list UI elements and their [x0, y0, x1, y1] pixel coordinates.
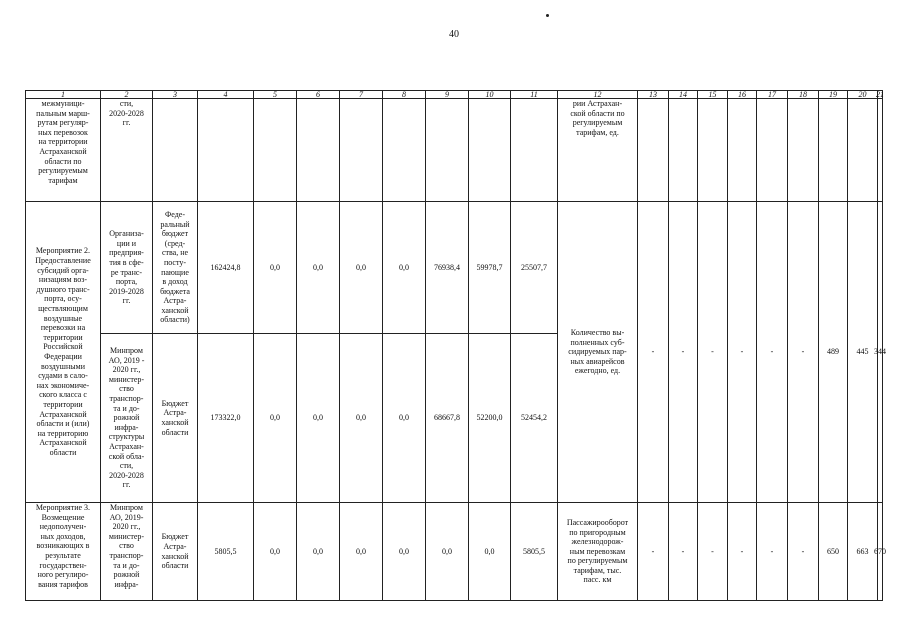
header-cell-15: 15	[697, 90, 728, 99]
header-cell-20: 20	[847, 90, 878, 99]
measure2-b-cell-4: 173322,0	[197, 333, 254, 503]
measure2-a-cell-9: 76938,4	[425, 201, 469, 334]
header-cell-2: 2	[100, 90, 153, 99]
header-cell-21: 21	[876, 89, 884, 99]
measure2-cell-16: -	[727, 201, 757, 503]
measure2-b-cell-6: 0,0	[296, 333, 340, 503]
measure2-cell-19: 489	[818, 201, 848, 503]
measure2-cell-20: 445	[847, 201, 878, 503]
measure2-a-cell-11: 25507,7	[510, 201, 558, 334]
row1-cell-2: сти, 2020-2028 гг.	[100, 98, 153, 202]
measure2-a-cell-8: 0,0	[382, 201, 426, 334]
measure3-cell-7: 0,0	[339, 502, 383, 601]
header-cell-6: 6	[296, 90, 340, 99]
header-cell-5: 5	[253, 90, 297, 99]
row1-cell-11	[510, 98, 558, 202]
row1-cell-4	[197, 98, 254, 202]
row1-cell-5	[253, 98, 297, 202]
measure2-cell-15: -	[697, 201, 728, 503]
row1-cell-3	[152, 98, 198, 202]
measure2-a-cell-10: 59978,7	[468, 201, 511, 334]
row1-cell-17	[756, 98, 788, 202]
row1-cell-13	[637, 98, 669, 202]
measure3-cell-17: -	[756, 502, 788, 601]
measure2-cell-17: -	[756, 201, 788, 503]
measure2-a-cell-6: 0,0	[296, 201, 340, 334]
measure3-cell-21: 670	[877, 502, 883, 601]
row1-cell-1: межмуници- пальным марш- рутам регуляр- ных перевозок на территории Астраханской области по регулируемым тарифам	[25, 98, 101, 202]
measure3-cell-6: 0,0	[296, 502, 340, 601]
measure2-a-cell-7: 0,0	[339, 201, 383, 334]
header-cell-3: 3	[152, 90, 198, 99]
header-cell-18: 18	[787, 90, 819, 99]
measure2-b-cell-5: 0,0	[253, 333, 297, 503]
row1-cell-14	[668, 98, 698, 202]
row1-cell-9	[425, 98, 469, 202]
row1-cell-19	[818, 98, 848, 202]
header-cell-12: 12	[557, 90, 638, 99]
row1-cell-8	[382, 98, 426, 202]
measure3-cell-19: 650	[818, 502, 848, 601]
measure3-cell-16: -	[727, 502, 757, 601]
row1-cell-16	[727, 98, 757, 202]
measure3-cell-20: 663	[847, 502, 878, 601]
header-cell-9: 9	[425, 90, 469, 99]
program-table	[26, 89, 886, 601]
measure3-cell-10: 0,0	[468, 502, 511, 601]
measure2-b-cell-2: Минпром АО, 2019 - 2020 гг., министер- ство транспор- та и до- рожной инфра- структуры Астрахан- ской обла- сти, 2020-2028 гг.	[100, 333, 153, 503]
measure2-cell-14: -	[668, 201, 698, 503]
measure2-a-cell-5: 0,0	[253, 201, 297, 334]
page-mark	[546, 14, 549, 17]
header-cell-8: 8	[382, 90, 426, 99]
measure3-cell-3: Бюджет Астра- ханской области	[152, 502, 198, 601]
row1-cell-10	[468, 98, 511, 202]
measure2-cell-12: Количество вы- полненных суб- сидируемых пар- ных авиарейсов ежегодно, ед.	[557, 201, 638, 503]
measure3-cell-18: -	[787, 502, 819, 601]
measure3-cell-12: Пассажирооборот по пригородным железнодорож- ным перевозкам по регулируемым тарифам, тыс. пасс. км	[557, 502, 638, 601]
header-cell-11: 11	[510, 90, 558, 99]
header-cell-13: 13	[637, 90, 669, 99]
measure2-a-cell-3: Феде- ральный бюджет (сред- ства, не посту- пающие в доход бюджета Астра- ханской области)	[152, 201, 198, 334]
row1-cell-7	[339, 98, 383, 202]
header-cell-16: 16	[727, 90, 757, 99]
measure3-cell-5: 0,0	[253, 502, 297, 601]
measure2-cell-13: -	[637, 201, 669, 503]
header-cell-10: 10	[468, 90, 511, 99]
measure3-cell-1: Мероприятие 3. Возмещение недополучен- ных доходов, возникающих в результате государствен- ного регулиро- вания тарифов	[25, 502, 101, 601]
measure3-cell-2: Минпром АО, 2019- 2020 гг., министер- ство транспор- та и до- рожной инфра-	[100, 502, 153, 601]
measure3-cell-9: 0,0	[425, 502, 469, 601]
measure3-cell-8: 0,0	[382, 502, 426, 601]
row1-cell-12: рии Астрахан- ской области по регулируемым тарифам, ед.	[557, 98, 638, 202]
measure2-b-cell-9: 68667,8	[425, 333, 469, 503]
measure2-a-cell-2: Организа- ции и предприя- тия в сфе- ре транс- порта, 2019-2028 гг.	[100, 201, 153, 334]
header-cell-19: 19	[818, 90, 848, 99]
header-cell-7: 7	[339, 90, 383, 99]
measure2-b-cell-11: 52454,2	[510, 333, 558, 503]
measure2-cell-21: 344	[877, 201, 883, 503]
measure2-a-cell-4: 162424,8	[197, 201, 254, 334]
measure3-cell-11: 5805,5	[510, 502, 558, 601]
header-cell-14: 14	[668, 90, 698, 99]
row1-cell-6	[296, 98, 340, 202]
row1-cell-18	[787, 98, 819, 202]
row1-cell-15	[697, 98, 728, 202]
row1-cell-20	[847, 98, 878, 202]
measure3-cell-13: -	[637, 502, 669, 601]
measure3-cell-14: -	[668, 502, 698, 601]
header-cell-17: 17	[756, 90, 788, 99]
measure2-name-cell: Мероприятие 2. Предоставление субсидий орга- низациям воз- душного транс- порта, осу- ществляющим воздушные перевозки на территории Российской Федерации воздушными судами в сало- нах экономиче- ского класса с территории Астраханской области и (или) на территорию Астраханской области	[25, 201, 101, 503]
measure3-cell-15: -	[697, 502, 728, 601]
measure2-b-cell-7: 0,0	[339, 333, 383, 503]
measure2-cell-18: -	[787, 201, 819, 503]
row1-cell-21	[877, 98, 883, 202]
page-number: 40	[449, 29, 459, 40]
measure3-cell-4: 5805,5	[197, 502, 254, 601]
measure2-b-cell-3: Бюджет Астра- ханской области	[152, 333, 198, 503]
measure2-b-cell-10: 52200,0	[468, 333, 511, 503]
header-cell-1: 1	[25, 90, 101, 99]
header-cell-4: 4	[197, 90, 254, 99]
measure2-b-cell-8: 0,0	[382, 333, 426, 503]
